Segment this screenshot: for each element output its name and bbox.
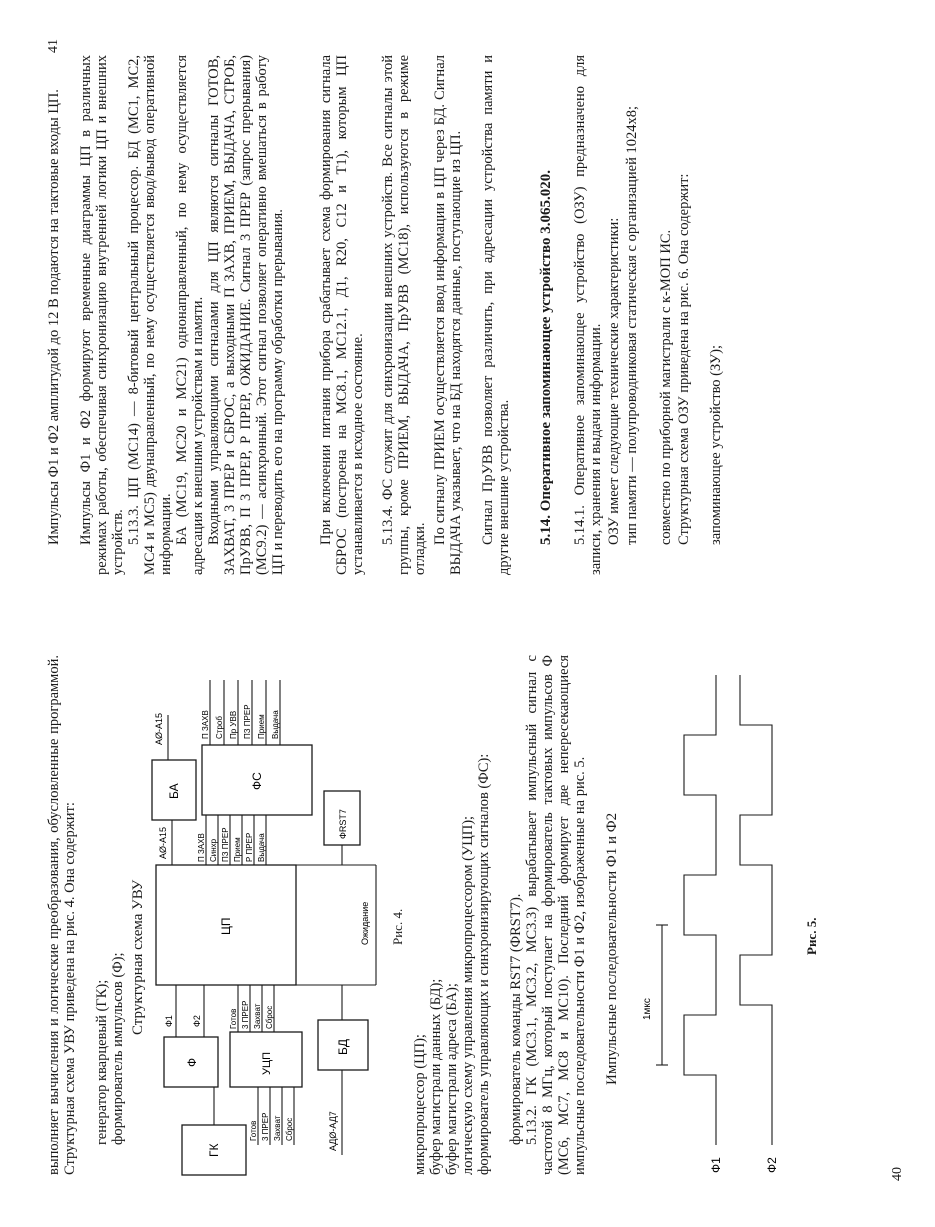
fs-out-label: П ЗАХВ bbox=[201, 710, 210, 739]
wait-label: Ожидание bbox=[360, 901, 370, 945]
list-item: буфер магистрали данных (БД); bbox=[428, 978, 444, 1175]
paragraph: 5.13.3. ЦП (МС14) — 8-битовый центральный процессор. БД (МС1, МС2, МС4 и МС5) двунаправленный, по нему осуществляется ввод/вывод оперативной информации. bbox=[126, 55, 174, 575]
paragraph: Импульсы Ф1 и Ф2 формируют временные диаграммы ЦП в различных режимах работы, обеспечивая синхронизацию внутренней логики ЦП и внешних устройств. bbox=[78, 55, 126, 575]
cp-out-label: Р ПРЕР bbox=[245, 832, 254, 862]
phi1-wave-label: Ф1 bbox=[709, 1157, 723, 1173]
addr-bus-label: АØ-А15 bbox=[158, 826, 168, 859]
phi2-label: Ф2 bbox=[192, 1015, 202, 1027]
ucp-out-label: Сброс bbox=[265, 1005, 274, 1029]
paragraph: Входными управляющими сигналами для ЦП являются сигналы ГОТОВ, ЗАХВАТ, 3 ПРЕР и СБРОС, а выходными П ЗАХВ, ПРИЕМ, ВЫДАЧА, СТРОБ, ПрУВВ, П 3 ПРЕР, Р ПРЕР, ОЖИДАНИЕ. Сигнал 3 ПРЕР (запрос прерывания) (МС9.2) — асинхронный. Этот сигнал позволяет оперативно вмешаться в работу ЦП и переводить его на программу обработки прерывания. bbox=[206, 55, 286, 575]
phi1-waveform bbox=[684, 675, 716, 1145]
ucp-in-label: Захват bbox=[273, 1115, 282, 1141]
list-item: формирователь импульсов (Ф); bbox=[110, 952, 126, 1145]
data-bus-label: АДØ-АД7 bbox=[328, 1111, 338, 1151]
cp-out-label: Синхр bbox=[209, 838, 218, 862]
cp-output-signals bbox=[197, 815, 266, 865]
page-number: 40 bbox=[890, 1167, 905, 1181]
phi2-waveform bbox=[740, 675, 772, 1145]
diagram-title: Структурная схема УВУ bbox=[130, 879, 146, 1035]
paragraph: совместно по приборной магистрали с к-МОП ИС. bbox=[658, 229, 674, 545]
list-item: микропроцессор (ЦП); bbox=[412, 1034, 428, 1175]
paragraph-5-14-1: 5.14.1. Оперативное запоминающее устройство (ОЗУ) предназначено для записи, хранения и выдачи информации. bbox=[572, 55, 604, 575]
list-item: формирователь управляющих и синхронизирующих сигналов (ФС): bbox=[476, 753, 492, 1175]
cp-out-label: Выдача bbox=[257, 833, 266, 862]
ucp-in-label: Сброс bbox=[285, 1117, 294, 1141]
list-item: формирователь команды RST7 (ФRST7). bbox=[508, 893, 524, 1145]
fs-out-label: Пр УВВ bbox=[229, 710, 238, 739]
fs-output-signals bbox=[201, 680, 280, 745]
fig4-caption: Рис. 4. bbox=[390, 908, 405, 945]
paragraph: запоминающее устройство (ЗУ); bbox=[708, 344, 724, 545]
bd-label: БД bbox=[336, 1038, 350, 1055]
cp-label: ЦП bbox=[219, 917, 233, 935]
list-item: логическую схему управления микропроцессором (УЦП); bbox=[460, 815, 476, 1175]
ucp-out-label: Готов bbox=[229, 1008, 238, 1029]
ucp-in-label: 3 ПРЕР bbox=[261, 1112, 270, 1141]
paragraph-5-13-2: 5.13.2. ГК (МС3.1, МС3.2, МС3.3) вырабатывает импульсный сигнал с частотой 8 МГц, который поступает на формирователь тактовых импульсов Ф (МС6, МС7, МС8 и МС10). Последний формирует две непересекающиеся импульсные последовательности Ф1 и Ф2, изображенные на рис. 5. bbox=[524, 655, 588, 1175]
ucp-in-label: Готов bbox=[249, 1120, 258, 1141]
fs-out-label: Строб bbox=[215, 716, 224, 739]
timing-diagram bbox=[628, 650, 798, 1185]
f-label: Ф bbox=[185, 1057, 199, 1067]
section-heading: 5.14. Оперативное запоминающее устройство 3.065.020. bbox=[538, 170, 554, 545]
ucp-output-signals bbox=[229, 985, 274, 1032]
list-item: генератор кварцевый (ГК); bbox=[94, 979, 110, 1145]
ucp-input-signals bbox=[249, 1087, 294, 1145]
uvu-block-diagram bbox=[146, 650, 386, 1185]
rotated-book-spread bbox=[18, 25, 918, 1205]
cp-out-label: ПЗ ПРЕР bbox=[221, 827, 230, 862]
page-41 bbox=[18, 25, 918, 605]
timing-title: Импульсные последовательности Ф1 и Ф2 bbox=[604, 812, 620, 1085]
paragraph: ОЗУ имеет следующие технические характеристики: bbox=[606, 217, 622, 545]
fs-label: ФС bbox=[250, 772, 264, 790]
fs-out-label: Прием bbox=[257, 714, 266, 739]
ucp-out-label: Захват bbox=[253, 1003, 262, 1029]
paragraph: БА (МС19, МС20 и МС21) однонаправленный, по нему осуществляется адресация к внешним устройствам и памяти. bbox=[174, 55, 206, 575]
fs-out-label: Выдача bbox=[271, 710, 280, 739]
paragraph: 5.13.4. ФС служит для синхронизации внешних устройств. Все сигналы этой группы, кроме ПРИЕМ, ВЫДАЧА, ПрУВВ (МС18), используются в режиме отладки. bbox=[380, 55, 428, 575]
paragraph: При включении питания прибора срабатывает схема формирования сигнала СБРОС (построена на МС8.1, МС12.1, Д1, R20, С12 и Т1), которым ЦП устанавливается в исходное состояние. bbox=[318, 55, 366, 575]
gk-label: ГК bbox=[207, 1143, 221, 1157]
interval-label: 1мкс bbox=[642, 998, 653, 1020]
page-number: 41 bbox=[46, 39, 61, 53]
paragraph: Структурная схема ОЗУ приведена на рис. 6. Она содержит: bbox=[676, 173, 692, 545]
fs-out-label: ПЗ ПРЕР bbox=[243, 704, 252, 739]
paragraph: тип памяти — полупроводниковая статическая с организацией 1024x8; bbox=[624, 105, 640, 545]
paragraph: Импульсы Ф1 и Ф2 амплитудой до 12 В подаются на тактовые входы ЦП. bbox=[46, 89, 62, 545]
frst7-label: ФRST7 bbox=[338, 809, 348, 839]
list-item: буфер магистрали адреса (БА); bbox=[444, 983, 460, 1175]
paragraph: Сигнал ПрУВВ позволяет различить, при адресации устройства памяти и другие внешние устройства. bbox=[480, 55, 512, 575]
ucp-out-label: 3 ПРЕР bbox=[241, 1000, 250, 1029]
phi2-wave-label: Ф2 bbox=[765, 1157, 779, 1173]
page-40 bbox=[18, 630, 918, 1205]
cp-out-label: Прием bbox=[233, 837, 242, 862]
cp-out-label: П ЗАХВ bbox=[197, 833, 206, 862]
phi1-label: Ф1 bbox=[164, 1015, 174, 1027]
ba-label: БА bbox=[167, 783, 181, 799]
fig5-caption: Рис. 5. bbox=[804, 917, 819, 955]
ucp-label: УЦП bbox=[261, 1051, 273, 1075]
paragraph: По сигналу ПРИЕМ осуществляется ввод информации в ЦП через БД. Сигнал ВЫДАЧА указывает, что на БД находятся данные, поступающие из ЦП. bbox=[432, 55, 464, 575]
addr-out-label: АØ-А15 bbox=[154, 712, 164, 745]
intro-paragraph: выполняет вычисления и логические преобразования, обусловленные программой. Структурная схема УВУ приведена на рис. 4. Она содержит: bbox=[46, 655, 78, 1175]
